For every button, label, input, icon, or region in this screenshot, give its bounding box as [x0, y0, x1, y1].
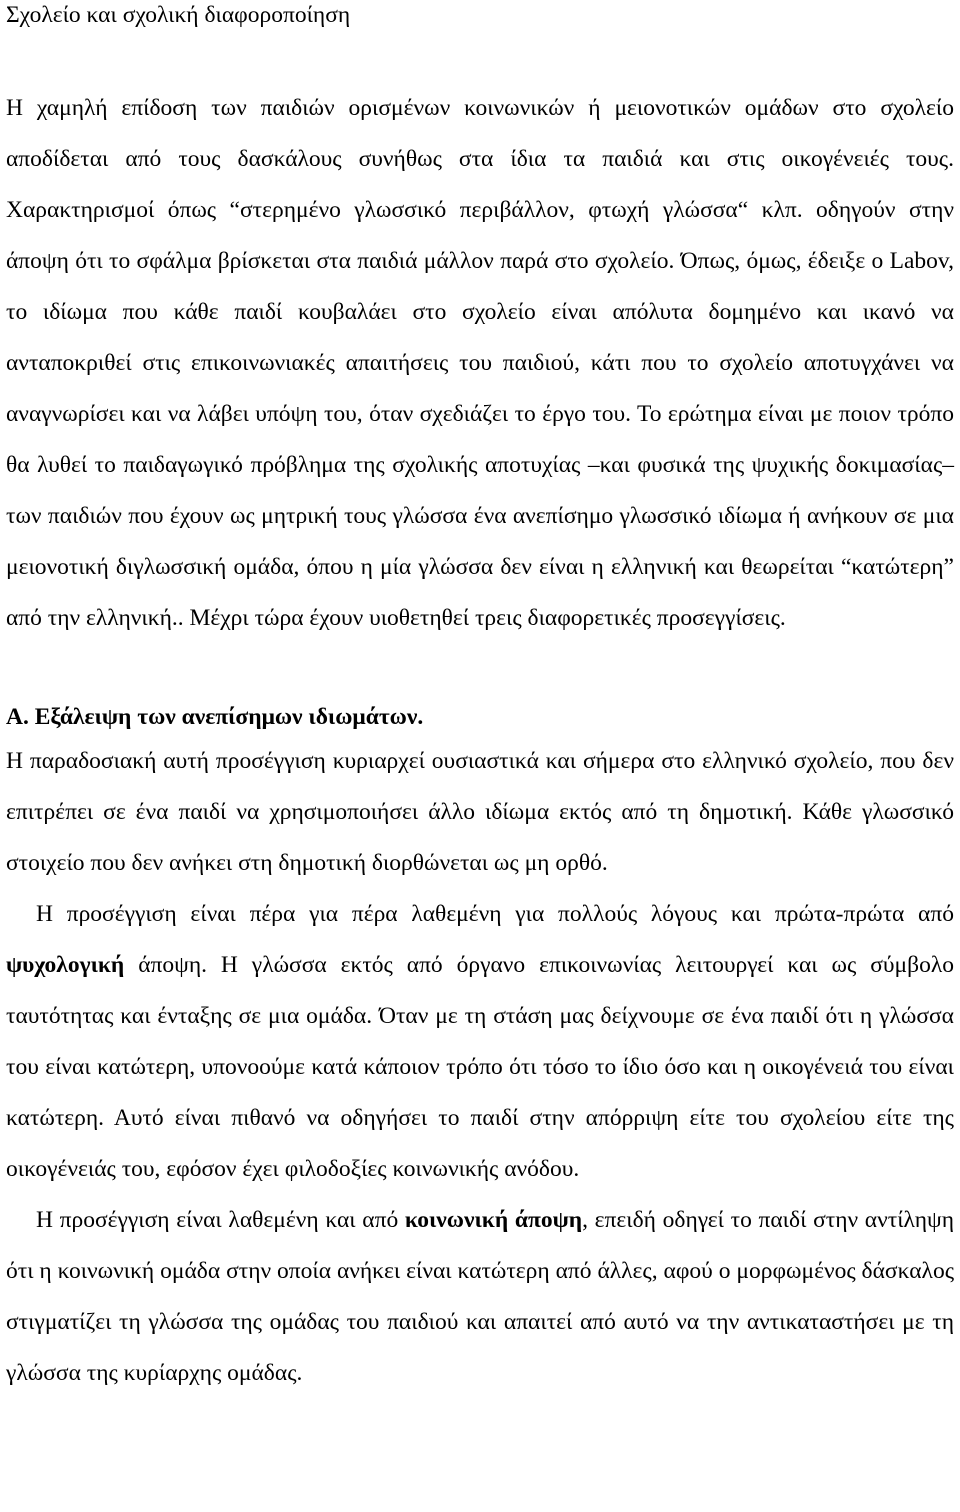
paragraph-social-view [6, 1195, 954, 1399]
paragraph-intro: Η χαμηλή επίδοση των παιδιών ορισμένων κοινωνικών ή μειονοτικών ομάδων στο σχολείο αποδίδεται από τους δασκάλους συνήθως στα ίδια τα παιδιά και στις οικογένειές τους. Χαρακτηρισμοί όπως “στερημένο γλωσσικό περιβάλλον, φτωχή γλώσσα“ κλπ. οδηγούν στην άποψη ότι το σφάλμα βρίσκεται στα παιδιά μάλλον παρά στο σχολείο. Όπως, όμως, έδειξε ο Labov, το ιδίωμα που κάθε παιδί κουβαλάει στο σχολείο είναι απόλυτα δομημένο και ικανό να ανταποκριθεί στις επικοινωνιακές απαιτήσεις του παιδιού, κάτι που το σχολείο αποτυγχάνει να αναγνωρίσει και να λάβει υπόψη του, όταν σχεδιάζει το έργο του. Το ερώτημα είναι με ποιον τρόπο θα λυθεί το παιδαγωγικό πρόβλημα της σχολικής αποτυχίας –και φυσικά της ψυχικής δοκιμασίας– των παιδιών που έχουν ως μητρική τους γλώσσα ένα ανεπίσημο γλωσσικό ιδίωμα ή ανήκουν σε μια μειονοτική διγλωσσική ομάδα, όπου η μία γλώσσα δεν είναι η ελληνική και θεωρείται “κατώτερη” από την ελληνική.. Μέχρι τώρα έχουν υιοθετηθεί τρεις διαφορετικές προσεγγίσεις. [6, 95, 954, 631]
paragraph-text: Η προσέγγιση είναι λαθεμένη και από [36, 1207, 405, 1233]
emphasis-text: ψυχολογική [6, 952, 125, 978]
paragraph-text: Η προσέγγιση είναι πέρα για πέρα λαθεμένη για πολλούς λόγους και πρώτα-πρώτα από [36, 901, 954, 927]
paragraph-text: , επειδή οδηγεί το παιδί στην αντίληψη ότι η κοινωνική ομάδα στην οποία ανήκει είναι κατώτερη από άλλες, αφού ο μορφωμένος δάσκαλος στιγματίζει τη γλώσσα της ομάδας του παιδιού και απαιτεί από αυτό να την αντικαταστήσει με τη γλώσσα της κυρίαρχης ομάδας. [6, 1207, 954, 1386]
paragraph-text: άποψη. Η γλώσσα εκτός από όργανο επικοινωνίας λειτουργεί και ως σύμβολο ταυτότητας και ένταξης σε μια ομάδα. Όταν με τη στάση μας δείχνουμε σε ένα παιδί ότι η γλώσσα του είναι κατώτερη, υπονοούμε κατά κάποιον τρόπο ότι τόσο το ίδιο όσο και η οικογένειά του είναι κατώτερη. Αυτό είναι πιθανό να οδηγήσει το παιδί στην απόρριψη είτε του σχολείου είτε της οικογένειάς του, εφόσον έχει φιλοδοξίες κοινωνικής ανόδου. [6, 952, 954, 1182]
paragraph-traditional-approach: Η παραδοσιακή αυτή προσέγγιση κυριαρχεί ουσιαστικά και σήμερα στο ελληνικό σχολείο, που δεν επιτρέπει σε ένα παιδί να χρησιμοποιήσει άλλο ιδίωμα εκτός από τη δημοτική. Κάθε γλωσσικό στοιχείο που δεν ανήκει στη δημοτική διορθώνεται ως μη ορθό. [6, 748, 954, 876]
emphasis-text: κοινωνική άποψη [404, 1207, 583, 1233]
section-heading: Α. Εξάλειψη των ανεπίσημων ιδιωμάτων. [6, 704, 424, 730]
document-title: Σχολείο και σχολική διαφοροποίηση [6, 2, 351, 28]
paragraph-psychological-view [6, 889, 954, 1195]
